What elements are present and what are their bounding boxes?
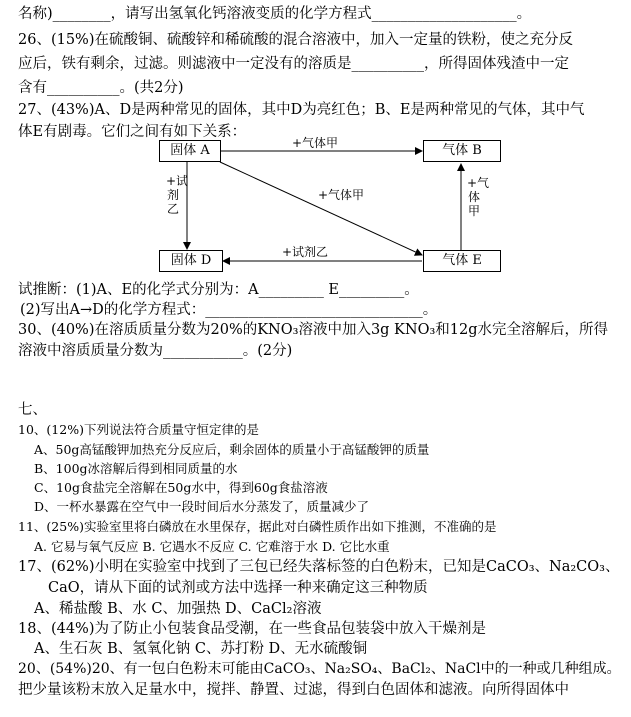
infer-line-2: (2)写出A→D的化学方程式：______________________________。 [20, 302, 438, 318]
section-7-heading: 七、 [18, 402, 47, 418]
q10-stem: 10、(12%)下列说法符合质量守恒定律的是 [18, 422, 259, 437]
line-1: 名称)________，请写出氢氧化钙溶液变质的化学方程式____________________。 [18, 6, 532, 22]
q10-option-d: D、一杯水暴露在空气中一段时间后水分蒸发了，质量减少了 [34, 499, 370, 514]
q30-line-2: 溶液中溶质质量分数为___________。(2分) [18, 343, 293, 359]
box-solid-d: 固体 D [159, 250, 223, 272]
q11-stem: 11、(25%)实验室里将白磷放在水里保存，据此对白磷性质作出如下推测，不准确的是 [18, 519, 497, 534]
q20-line-2: 把少量该粉末放入足量水中，搅拌、静置、过滤，得到白色固体和滤液。向所得固体中 [18, 682, 569, 698]
q17-line-1: 17、(62%)小明在实验室中找到了三包已经失落标签的白色粉末，已知是CaCO₃、Na₂CO₃、 [18, 559, 620, 575]
q10-option-a: A、50g高锰酸钾加热充分反应后，剩余固体的质量小于高锰酸钾的质量 [34, 442, 430, 457]
infer-line-1: 试推断：(1)A、E的化学式分别为：A_________ E_________。 [18, 282, 419, 298]
box-solid-a: 固体 A [159, 140, 221, 162]
q10-option-b: B、100g冰溶解后得到相同质量的水 [34, 461, 238, 476]
q27-line-2: 体E有剧毒。它们之间有如下关系： [18, 124, 247, 140]
label-a-to-d: +试剂乙 [166, 174, 189, 216]
q20-line-1: 20、(54%)20、有一包白色粉末可能由CaCO₃、Na₂SO₄、BaCl₂、NaCl中的一种或几种组成。 [18, 661, 621, 677]
q30-line-1: 30、(40%)在溶质质量分数为20%的KNO₃溶液中加入3g KNO₃和12g水完全溶解后，所得 [18, 322, 609, 338]
q17-line-2: CaO，请从下面的试剂或方法中选择一种来确定这三种物质 [48, 580, 428, 596]
q18-options: A、生石灰 B、氢氧化钠 C、苏打粉 D、无水硫酸铜 [34, 641, 368, 657]
label-e-to-b: +气体甲 [467, 176, 490, 218]
q17-options: A、稀盐酸 B、水 C、加强热 D、CaCl₂溶液 [34, 601, 322, 617]
q10-option-c: C、10g食盐完全溶解在50g水中，得到60g食盐溶液 [34, 480, 328, 495]
box-gas-e: 气体 E [423, 250, 501, 272]
q18-stem: 18、(44%)为了防止小包装食品受潮，在一些食品包装袋中放入干燥剂是 [18, 621, 486, 637]
label-a-to-b: +气体甲 [292, 136, 339, 150]
box-gas-b: 气体 B [423, 140, 501, 162]
q27-line-1: 27、(43%)A、D是两种常见的固体，其中D为亮红色；B、E是两种常见的气体，其中气 [18, 102, 585, 118]
q26-line-3: 含有__________。(共2分) [18, 80, 184, 96]
arrow-a-to-e [220, 162, 422, 255]
q11-options: A. 它易与氧气反应 B. 它遇水不反应 C. 它难溶于水 D. 它比水重 [34, 539, 390, 554]
label-a-to-e: +气体甲 [318, 188, 365, 202]
label-e-to-d: +试剂乙 [282, 245, 329, 259]
q26-line-1: 26、(15%)在硫酸铜、硫酸锌和稀硫酸的混合溶液中，加入一定量的铁粉，使之充分反 [18, 32, 573, 48]
q26-line-2: 应后，铁有剩余，过滤。则滤液中一定没有的溶质是__________，所得固体残渣中一定 [18, 56, 569, 72]
